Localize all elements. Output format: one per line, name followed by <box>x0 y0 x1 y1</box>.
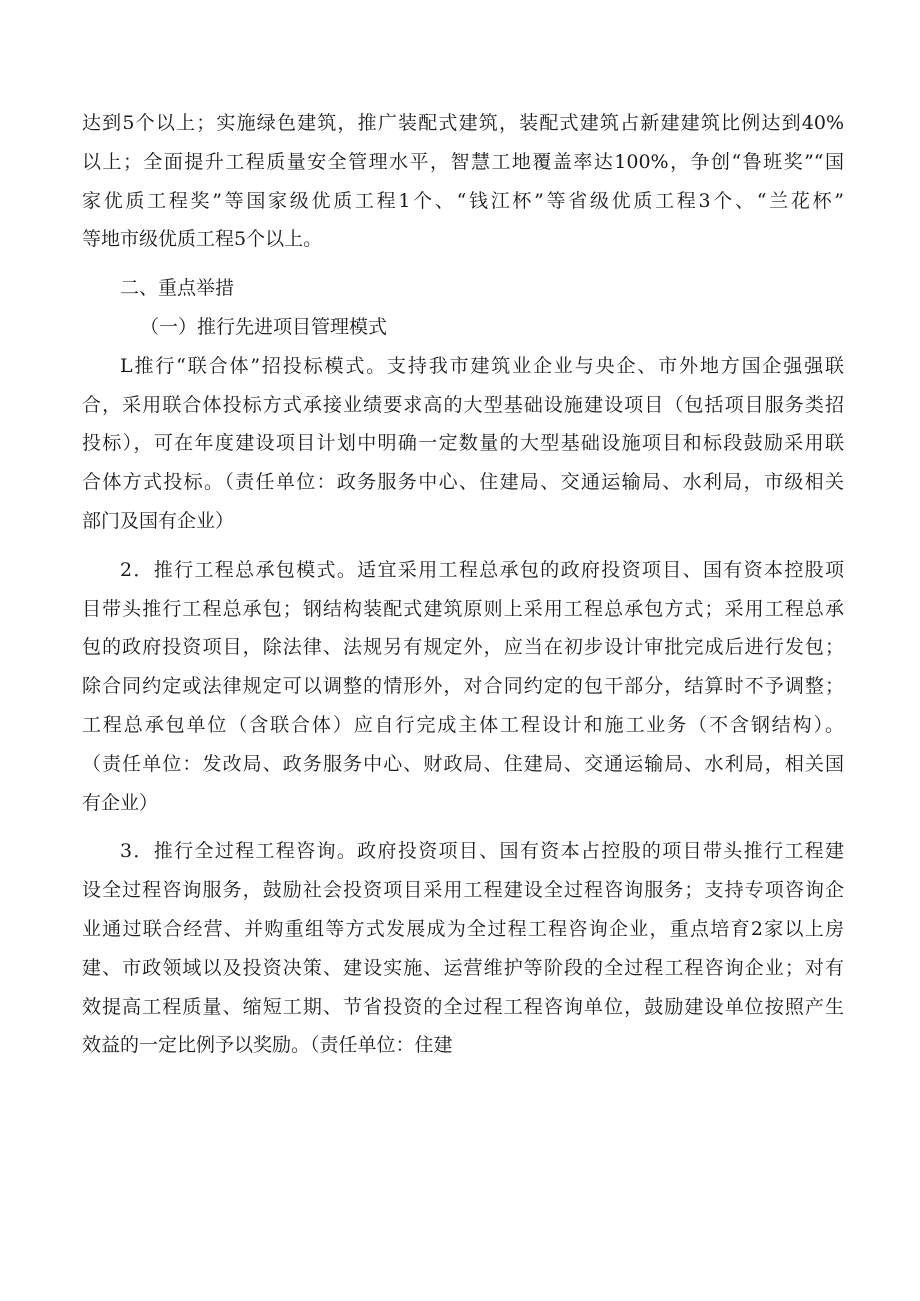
text-line: 工程总承包单位（含联合体）应自行完成主体工程设计和施工业务（不含钢结构）。 <box>82 713 844 736</box>
text-line: 除合同约定或法律规定可以调整的情形外，对合同约定的包干部分，结算时不予调整； <box>82 675 844 698</box>
text-line: 2．推行工程总承包模式。适宜采用工程总承包的政府投资项目、国有资本控股项 <box>120 558 844 581</box>
text-line: 达到5个以上；实施绿色建筑，推广装配式建筑，装配式建筑占新建建筑比例达到40% <box>82 112 844 134</box>
text-line: 业通过联合经营、并购重组等方式发展成为全过程工程咨询企业，重点培育2家以上房 <box>82 917 844 940</box>
text-line: （责任单位：发改局、政务服务中心、财政局、住建局、交通运输局、水利局，相关国 <box>82 752 844 775</box>
text-line: 等地市级优质工程5个以上。 <box>82 228 323 251</box>
text-line: 家优质工程奖”等国家级优质工程1个、“钱江杯”等省级优质工程3个、“兰花杯” <box>82 189 844 212</box>
text-line: 3．推行全过程工程咨询。政府投资项目、国有资本占控股的项目带头推行工程建 <box>120 840 844 863</box>
paragraph-item-1 <box>82 347 844 541</box>
text-line: 效提高工程质量、缩短工期、节省投资的全过程工程咨询单位，鼓励建设单位按照产生 <box>82 995 844 1018</box>
text-line: 合体方式投标。（责任单位：政务服务中心、住建局、交通运输局、水利局，市级相关 <box>82 471 844 494</box>
text-line: 有企业） <box>82 791 159 814</box>
text-line: L推行“联合体”招投标模式。支持我市建筑业企业与央企、市外地方国企强强联 <box>120 354 844 377</box>
text-line: 合，采用联合体投标方式承接业绩要求高的大型基础设施建设项目（包括项目服务类招 <box>82 393 844 416</box>
text-line: 包的政府投资项目，除法律、法规另有规定外，应当在初步设计审批完成后进行发包； <box>82 636 844 659</box>
text-line: 设全过程咨询服务，鼓励社会投资项目采用工程建设全过程咨询服务；支持专项咨询企 <box>82 879 844 902</box>
section-heading: 二、重点举措 <box>120 277 235 300</box>
text-line: 建、市政领域以及投资决策、建设实施、运营维护等阶段的全过程工程咨询企业；对有 <box>82 956 844 979</box>
paragraph-item-3 <box>82 832 844 1065</box>
text-line: 部门及国有企业） <box>82 509 235 532</box>
text-line: 投标），可在年度建设项目计划中明确一定数量的大型基础设施项目和标段鼓励采用联 <box>82 432 844 455</box>
document-body <box>82 104 844 1065</box>
text-line: 效益的一定比例予以奖励。（责任单位：住建 <box>82 1034 453 1057</box>
paragraph-intro <box>82 104 844 259</box>
paragraph-item-2 <box>82 551 844 823</box>
text-line: 以上；全面提升工程质量安全管理水平，智慧工地覆盖率达100%，争创“鲁班奖”“国 <box>82 150 844 173</box>
text-line: 目带头推行工程总承包；钢结构装配式建筑原则上采用工程总承包方式；采用工程总承 <box>82 597 844 620</box>
subsection-heading: （一）推行先进项目管理模式 <box>140 315 388 338</box>
